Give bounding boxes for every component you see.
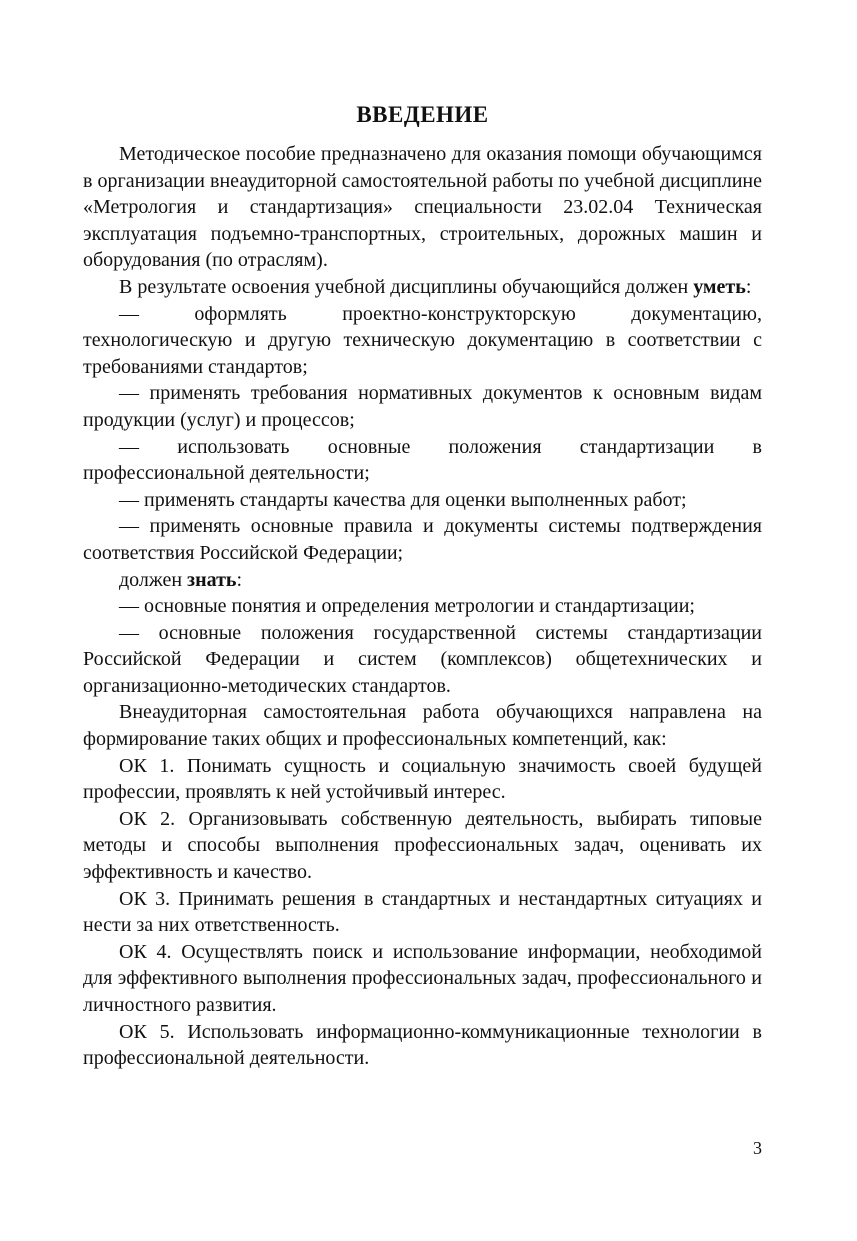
knowledge-intro-text: должен <box>119 568 188 591</box>
skills-intro-paragraph <box>83 274 762 301</box>
skill-item: — оформлять проектно-конструкторскую документацию, технологическую и другую техническую документацию в соответствии с требованиями стандартов; <box>83 302 762 378</box>
skill-item: — применять требования нормативных документов к основным видам продукции (услуг) и процессов; <box>83 382 762 431</box>
skill-item: — использовать основные положения стандартизации в профессиональной деятельности; <box>83 435 762 485</box>
skill-item: — применять основные правила и документы системы подтверждения соответствия Российской Федерации; <box>83 515 762 564</box>
document-body <box>83 141 762 1072</box>
skills-keyword: уметь <box>693 275 746 298</box>
knowledge-keyword: знать <box>187 568 237 591</box>
knowledge-item: — основные положения государственной системы стандартизации Российской Федерации и систем (комплексов) общетехнических и организационно-методических стандартов. <box>83 621 762 697</box>
page-number: 3 <box>753 1138 762 1158</box>
page-title: ВВЕДЕНИЕ <box>356 102 489 127</box>
competency-item: ОК 5. Использовать информационно-коммуникационные технологии в профессиональной деятельности. <box>83 1020 762 1070</box>
skill-item: — применять стандарты качества для оценки выполненных работ; <box>119 488 687 511</box>
competency-item: ОК 2. Организовывать собственную деятельность, выбирать типовые методы и способы выполнения профессиональных задач, оценивать их эффективность и качество. <box>83 807 762 884</box>
competency-item: ОК 4. Осуществлять поиск и использование информации, необходимой для эффективного выполнения профессиональных задач, профессионального и личностного развития. <box>83 940 762 1016</box>
knowledge-intro-colon: : <box>236 568 243 591</box>
competencies-intro-paragraph: Внеаудиторная самостоятельная работа обучающихся направлена на формирование таких общих и профессиональных компетенций, как: <box>83 701 762 751</box>
skills-intro-text: В результате освоения учебной дисциплины обучающийся должен <box>119 275 694 298</box>
skills-intro-colon: : <box>745 275 752 298</box>
knowledge-intro-paragraph <box>83 567 762 594</box>
knowledge-item: — основные понятия и определения метрологии и стандартизации; <box>119 595 695 618</box>
intro-paragraph: Методическое пособие предназначено для оказания помощи обучающимся в организации внеаудиторной самостоятельной работы по учебной дисциплине «Метрология и стандартизация» специальности 23.02.04 Техническая эксплуатация подъемно-транспортных, строительных, дорожных машин и оборудования (по отраслям). <box>83 143 762 272</box>
competency-item: ОК 3. Принимать решения в стандартных и нестандартных ситуациях и нести за них ответственность. <box>83 887 762 937</box>
competency-item: ОК 1. Понимать сущность и социальную значимость своей будущей профессии, проявлять к ней устойчивый интерес. <box>83 754 762 804</box>
